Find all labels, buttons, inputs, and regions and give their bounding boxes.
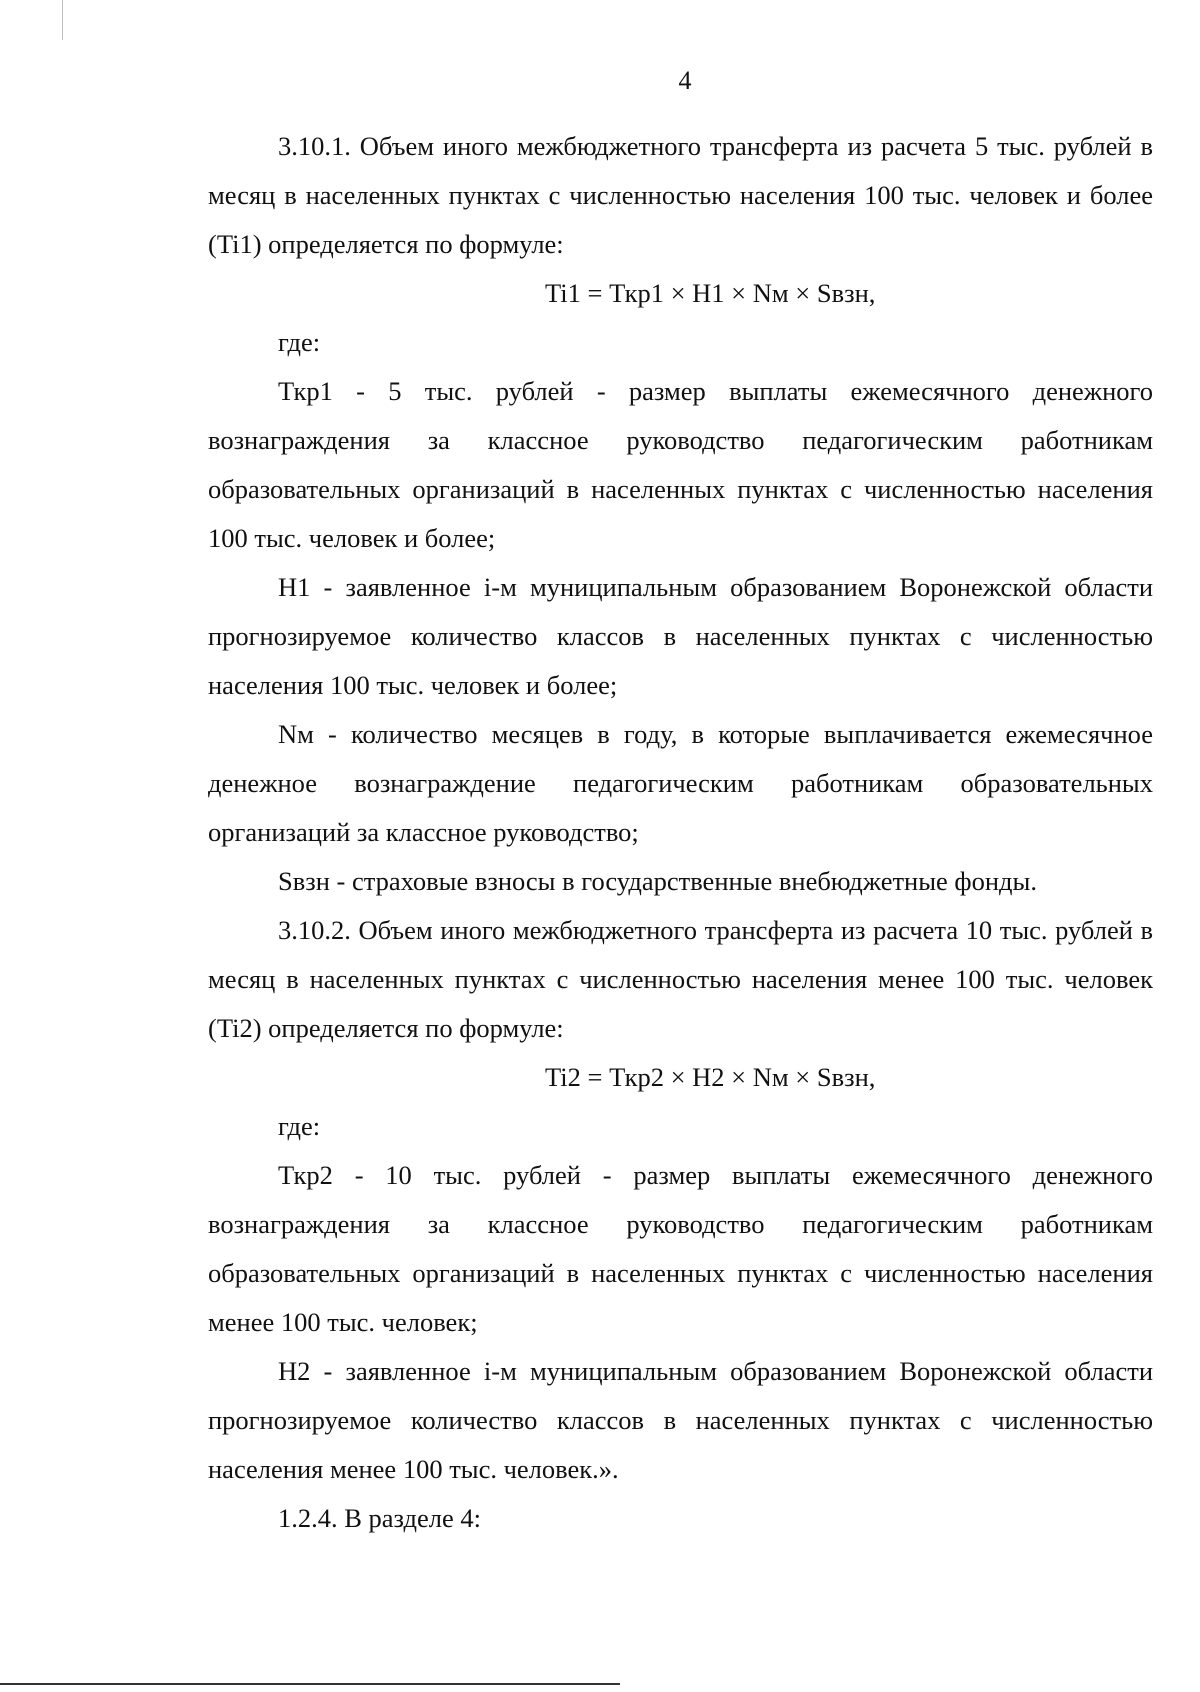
- paragraph-1-2-4: 1.2.4. В разделе 4:: [278, 1503, 482, 1533]
- paragraph-3-10-2: 3.10.2. Объем иного межбюджетного трансферта из расчета 10 тыс. рублей в месяц в населенных пунктах с численностью населения менее 100 тыс. человек (Ti2) определяется по формуле:: [208, 915, 1153, 1043]
- definition-tkr1: Ткр1 - 5 тыс. рублей - размер выплаты ежемесячного денежного вознаграждения за классное руководство педагогическим работникам образовательных организаций в населенных пунктах с численностью населения 100 тыс. человек и более;: [208, 376, 1153, 553]
- where-label-1: где:: [278, 327, 321, 357]
- formula-ti2: Ti2 = Ткр2 × Н2 × Nм × Sвзн,: [545, 1062, 876, 1092]
- definition-h1: Н1 - заявленное i-м муниципальным образованием Воронежской области прогнозируемое количество классов в населенных пунктах с численностью населения 100 тыс. человек и более;: [208, 572, 1153, 700]
- definition-tkr2: Ткр2 - 10 тыс. рублей - размер выплаты ежемесячного денежного вознаграждения за классное руководство педагогическим работникам образовательных организаций в населенных пунктах с численностью населения менее 100 тыс. человек;: [208, 1160, 1153, 1337]
- page-number: 4: [678, 66, 692, 95]
- formula-ti1: Ti1 = Ткр1 × Н1 × Nм × Sвзн,: [545, 278, 876, 308]
- scan-edge-mark: [62, 0, 63, 40]
- bottom-rule: [0, 1683, 620, 1685]
- document-body: [208, 122, 1153, 1543]
- paragraph-3-10-1: 3.10.1. Объем иного межбюджетного трансферта из расчета 5 тыс. рублей в месяц в населенных пунктах с численностью населения 100 тыс. человек и более (Ti1) определяется по формуле:: [208, 131, 1153, 259]
- definition-nm: Nм - количество месяцев в году, в которые выплачивается ежемесячное денежное вознаграждение педагогическим работникам образовательных организаций за классное руководство;: [208, 719, 1153, 847]
- definition-h2: Н2 - заявленное i-м муниципальным образованием Воронежской области прогнозируемое количество классов в населенных пунктах с численностью населения менее 100 тыс. человек.».: [208, 1356, 1153, 1484]
- definition-svzn: Sвзн - страховые взносы в государственные внебюджетные фонды.: [278, 866, 1037, 896]
- where-label-2: где:: [278, 1111, 321, 1141]
